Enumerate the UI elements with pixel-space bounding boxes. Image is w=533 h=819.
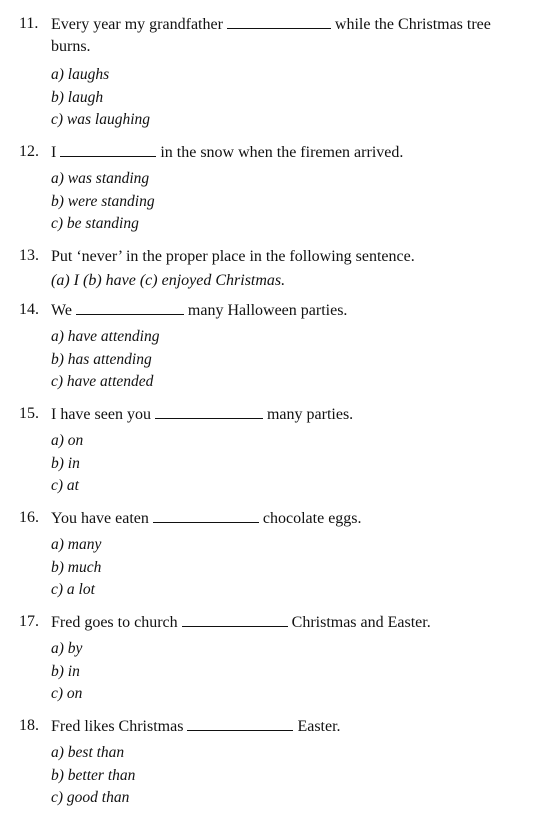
option-b[interactable]: b) laugh [51, 88, 104, 106]
question-number: 17. [19, 613, 39, 630]
option-b[interactable]: b) much [51, 558, 102, 576]
options-list [51, 638, 82, 706]
question-text: Fred goes to church Christmas and Easter. [51, 614, 431, 631]
answer-blank[interactable] [153, 508, 259, 523]
option-b[interactable]: b) in [51, 662, 80, 680]
question-text: We many Halloween parties. [51, 302, 348, 319]
option-c[interactable]: c) was laughing [51, 111, 151, 128]
question-text: I in the snow when the firemen arrived. [51, 144, 404, 161]
answer-blank[interactable] [187, 716, 293, 731]
options-list [51, 168, 155, 236]
question-number: 15. [19, 405, 39, 422]
answer-blank[interactable] [227, 14, 331, 29]
question-text: You have eaten chocolate eggs. [51, 510, 362, 527]
option-a[interactable]: a) best than [51, 744, 125, 761]
question-number: 12. [19, 143, 39, 160]
options-list [51, 326, 159, 394]
option-c[interactable]: c) be standing [51, 215, 139, 232]
question-number: 13. [19, 247, 39, 264]
answer-blank[interactable] [155, 404, 263, 419]
option-a[interactable]: a) by [51, 640, 83, 657]
question-number: 18. [19, 717, 39, 734]
options-list [51, 430, 83, 498]
answer-blank[interactable] [182, 612, 288, 627]
option-b[interactable]: b) has attending [51, 350, 152, 368]
option-c[interactable]: c) at [51, 477, 79, 494]
answer-blank[interactable] [60, 142, 156, 157]
option-c[interactable]: c) good than [51, 789, 130, 806]
question-number: 14. [19, 301, 39, 318]
option-b[interactable]: b) better than [51, 766, 136, 784]
question-text: Put ‘never’ in the proper place in the following sentence. [51, 248, 415, 265]
option-c[interactable]: c) a lot [51, 581, 95, 598]
question-number: 11. [19, 15, 39, 32]
option-a[interactable]: a) on [51, 432, 84, 449]
options-list [51, 742, 135, 810]
option-b[interactable]: b) in [51, 454, 80, 472]
option-a[interactable]: a) was standing [51, 170, 150, 187]
answer-blank[interactable] [76, 300, 184, 315]
sentence-with-positions: (a) I (b) have (c) enjoyed Christmas. [51, 272, 286, 289]
option-c[interactable]: c) have attended [51, 373, 154, 390]
option-a[interactable]: a) many [51, 536, 102, 553]
option-a[interactable]: a) laughs [51, 66, 110, 83]
options-list [51, 64, 150, 132]
options-list [51, 534, 101, 602]
question-number: 16. [19, 509, 39, 526]
option-a[interactable]: a) have attending [51, 328, 160, 345]
question-text: Fred likes Christmas Easter. [51, 718, 341, 735]
option-b[interactable]: b) were standing [51, 192, 155, 210]
option-c[interactable]: c) on [51, 685, 83, 702]
question-text: Every year my grandfather while the Christmas tree burns. [51, 16, 491, 55]
question-text: I have seen you many parties. [51, 406, 354, 423]
